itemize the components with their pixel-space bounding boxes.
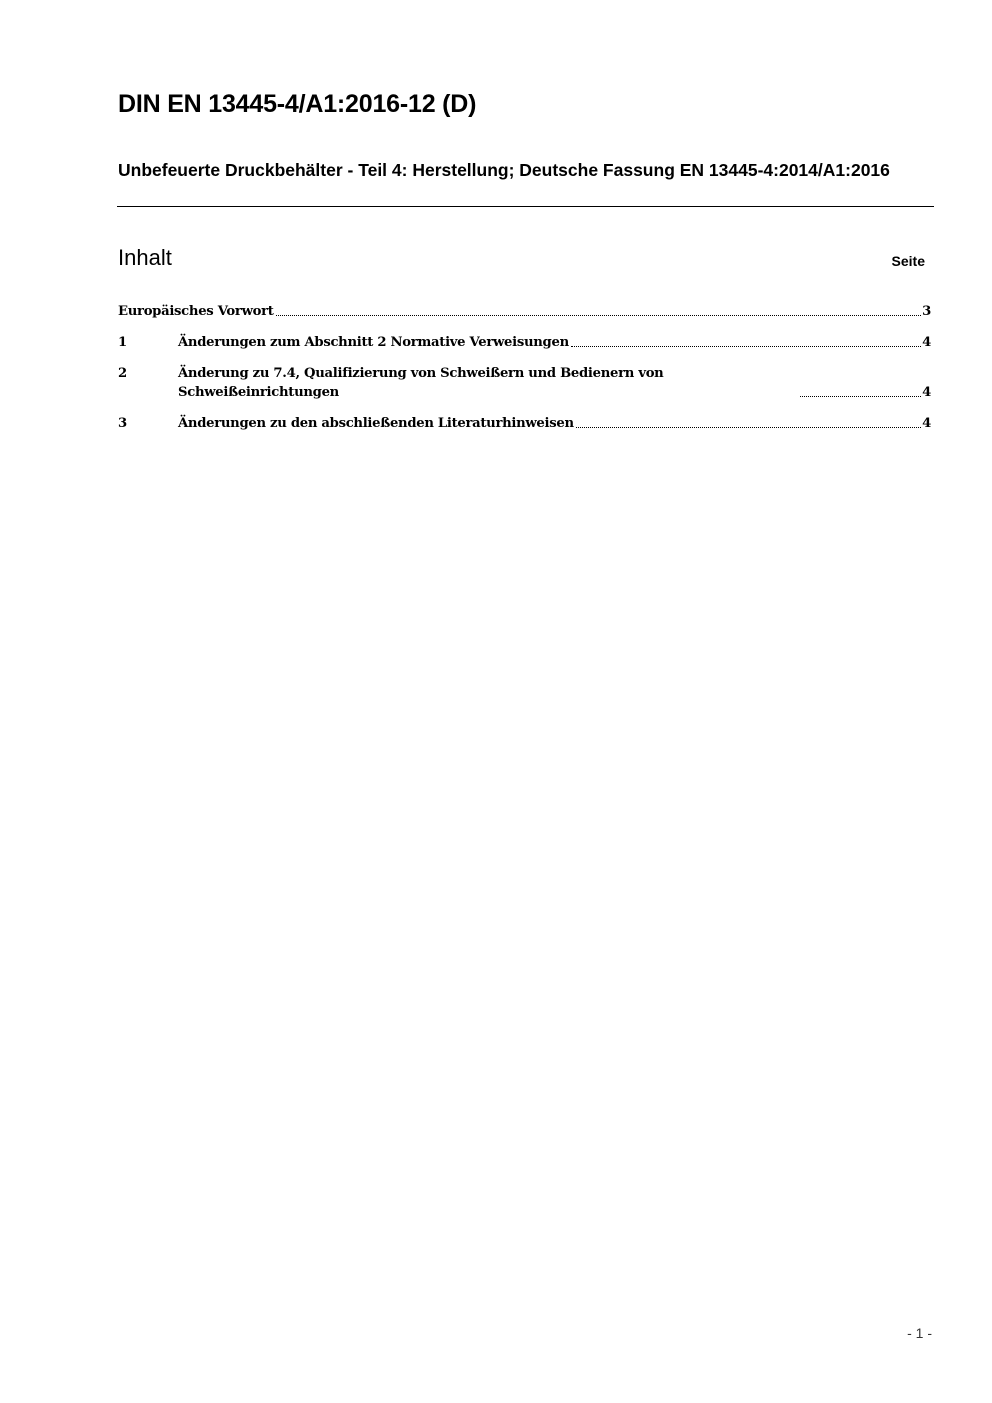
table-of-contents xyxy=(118,302,931,445)
toc-entry-section-1[interactable] xyxy=(118,333,931,352)
toc-entry-page: 4 xyxy=(922,416,931,431)
toc-dot-leader xyxy=(576,427,921,428)
toc-dot-leader xyxy=(800,396,921,397)
toc-entry-page: 3 xyxy=(922,304,931,319)
toc-entry-section-3[interactable] xyxy=(118,414,931,433)
toc-entry-page: 4 xyxy=(922,385,931,400)
toc-entry-text: Änderungen zum Abschnitt 2 Normative Verweisungen xyxy=(178,335,569,350)
toc-page-column-label: Seite xyxy=(891,253,925,269)
toc-entry-number: 1 xyxy=(118,335,127,350)
toc-entry-number: 2 xyxy=(118,366,127,381)
toc-entry-number: 3 xyxy=(118,416,127,431)
title-divider xyxy=(117,206,934,207)
toc-dot-leader xyxy=(276,315,922,316)
toc-entry-section-2[interactable] xyxy=(118,364,931,402)
toc-heading: Inhalt xyxy=(118,245,172,270)
document-title: DIN EN 13445-4/A1:2016-12 (D) xyxy=(118,90,477,118)
document-subtitle: Unbefeuerte Druckbehälter - Teil 4: Herstellung; Deutsche Fassung EN 13445-4:2014/A1:2016 xyxy=(118,160,890,180)
toc-entry-page: 4 xyxy=(922,335,931,350)
toc-dot-leader xyxy=(571,346,921,347)
toc-entry-text: Europäisches Vorwort xyxy=(118,304,274,319)
page-number: - 1 - xyxy=(907,1325,932,1341)
toc-entry-foreword[interactable] xyxy=(118,302,931,321)
toc-entry-text: Änderungen zu den abschließenden Literaturhinweisen xyxy=(178,416,574,431)
toc-entry-text: Änderung zu 7.4, Qualifizierung von Schweißern und Bedienern von Schweißeinrichtungen xyxy=(178,366,664,400)
